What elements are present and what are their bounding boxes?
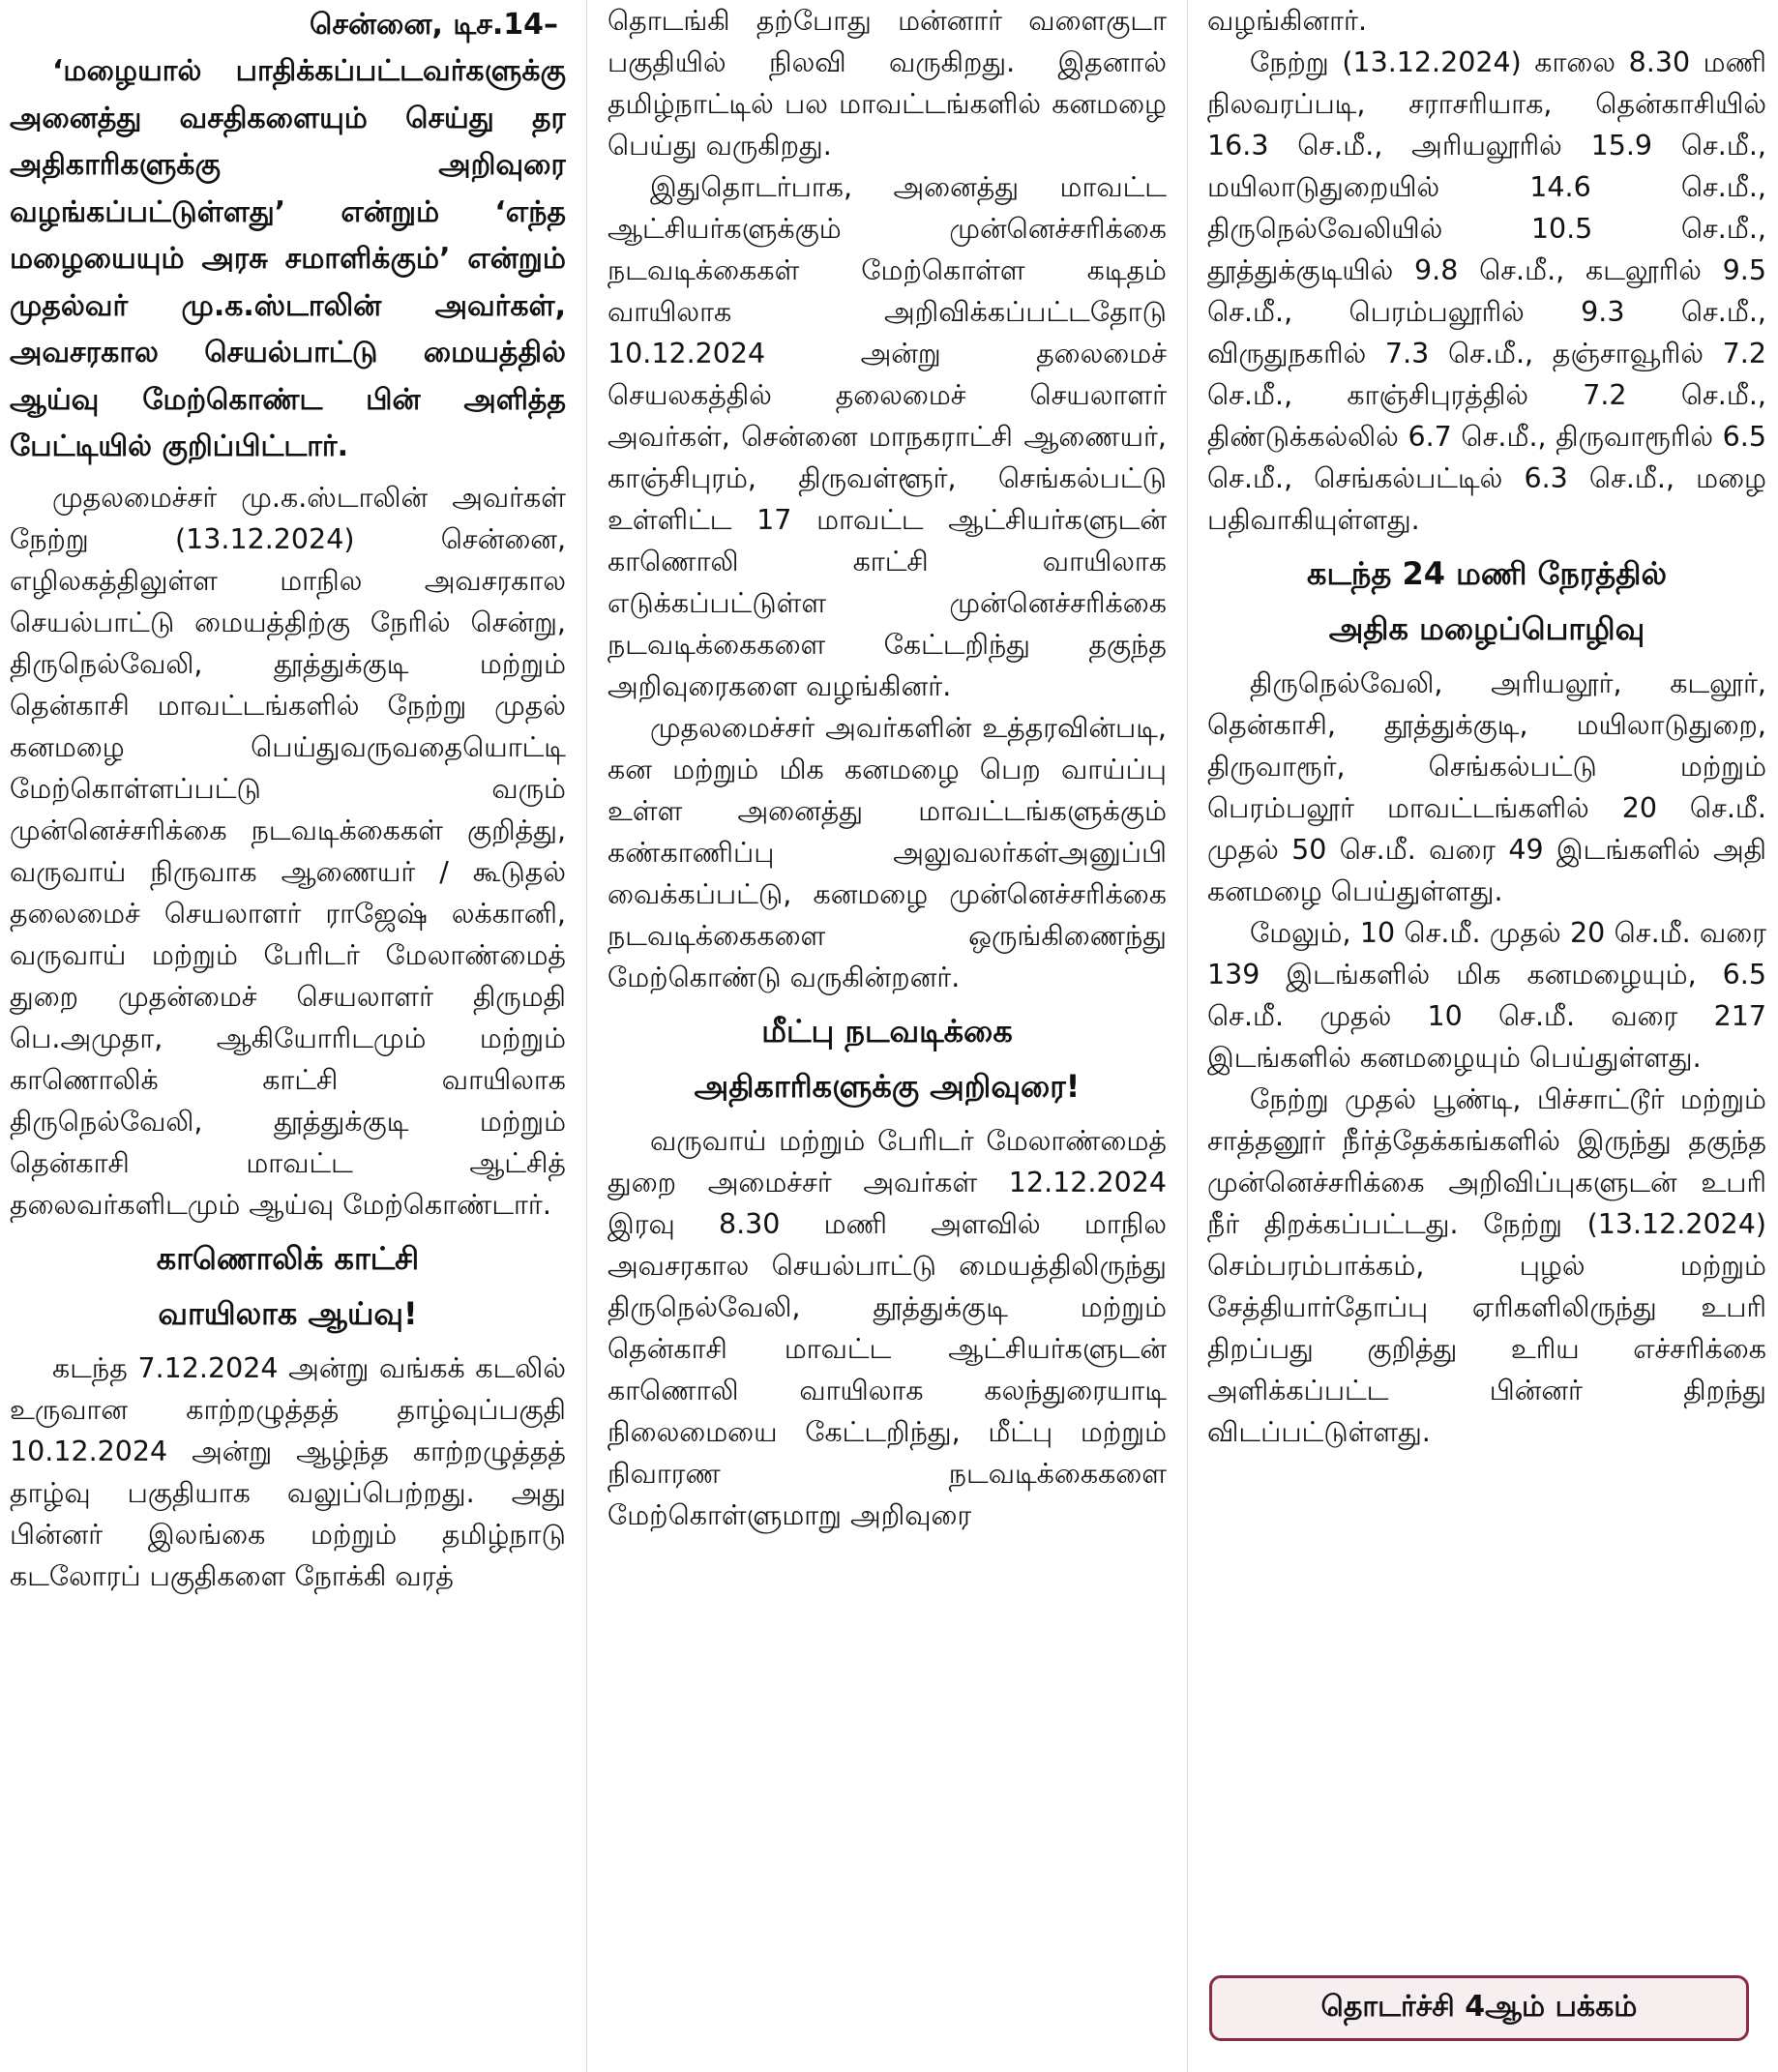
article-paragraph: முதலமைச்சர் மு.க.ஸ்டாலின் அவர்கள் நேற்று (13.12.2024) சென்னை, எழிலகத்திலுள்ள மாநில அவசரகால செயல்பாட்டு மையத்திற்கு நேரில் சென்று, திருநெல்வேலி, தூத்துக்குடி மற்றும் தென்காசி மாவட்டங்களில் நேற்று முதல் கனமழை பெய்துவருவதையொட்டி மேற்கொள்ளப்பட்டு வரும் முன்னெச்சரிக்கை நடவடிக்கைகள் குறித்து, வருவாய் நிருவாக ஆணையர் / கூடுதல் தலைமைச் செயலாளர் ராஜேஷ் லக்கானி, வருவாய் மற்றும் பேரிடர் மேலாண்மைத் துறை முதன்மைச் செயலாளர் திருமதி பெ.அமுதா, ஆகியோரிடமும் மற்றும் காணொலிக் காட்சி வாயிலாக திருநெல்வேலி, தூத்துக்குடி மற்றும் தென்காசி மாவட்ட ஆட்சித் தலைவர்களிடமும் ஆய்வு மேற்கொண்டார். — [10, 481, 566, 1221]
subheading-line: வாயிலாக ஆய்வு! — [158, 1294, 418, 1332]
column-3 — [1207, 0, 1766, 2072]
rainfall-paragraph: நேற்று (13.12.2024) காலை 8.30 மணி நிலவரப்படி, சராசரியாக, தென்காசியில் 16.3 செ.மீ., அரியலூரில் 15.9 செ.மீ., மயிலாடுதுறையில் 14.6 செ.மீ., திருநெல்வேலியில் 10.5 செ.மீ., தூத்துக்குடியில் 9.8 செ.மீ., கடலூரில் 9.5 செ.மீ., பெரம்பலூரில் 9.3 செ.மீ., விருதுநகரில் 7.3 செ.மீ., தஞ்சாவூரில் 7.2 செ.மீ., காஞ்சிபுரத்தில் 7.2 செ.மீ., திண்டுக்கல்லில் 6.7 செ.மீ., திருவாரூரில் 6.5 செ.மீ., செங்கல்பட்டில் 6.3 செ.மீ., மழை பதிவாகியுள்ளது. — [1207, 46, 1766, 536]
continued-on-page-4-box[interactable]: தொடர்ச்சி 4ஆம் பக்கம் — [1209, 1975, 1749, 2041]
article-paragraph: முதலமைச்சர் அவர்களின் உத்தரவின்படி, கன மற்றும் மிக கனமழை பெற வாய்ப்பு உள்ள அனைத்து மாவட்டங்களுக்கும் கண்காணிப்பு அலுவலர்கள்அனுப்பி வைக்கப்பட்டு, கனமழை முன்னெச்சரிக்கை நடவடிக்கைகளை ஒருங்கிணைந்து மேற்கொண்டு வருகின்றனர். — [607, 712, 1167, 993]
column-divider — [1187, 0, 1188, 2072]
dateline: சென்னை, டிச.14– — [309, 8, 558, 42]
article-paragraph: தொடங்கி தற்போது மன்னார் வளைகுடா பகுதியில் நிலவி வருகிறது. இதனால் தமிழ்நாட்டில் பல மாவட்டங்களில் கனமழை பெய்து வருகிறது. — [607, 5, 1167, 162]
article-paragraph: திருநெல்வேலி, அரியலூர், கடலூர், தென்காசி, தூத்துக்குடி, மயிலாடுதுறை, திருவாரூர், செங்கல்பட்டு மற்றும் பெரம்பலூர் மாவட்டங்களில் 20 செ.மீ. முதல் 50 செ.மீ. வரை 49 இடங்களில் அதி கனமழை பெய்துள்ளது. — [1207, 667, 1766, 907]
subheading-line: மீட்பு நடவடிக்கை — [761, 1013, 1013, 1050]
subheading-rescue-action — [607, 1004, 1167, 1114]
article-paragraph: கடந்த 7.12.2024 அன்று வங்கக் கடலில் உருவான காற்றழுத்தத் தாழ்வுப்பகுதி 10.12.2024 அன்று ஆழ்ந்த காற்றழுத்தத் தாழ்வு பகுதியாக வலுப்பெற்றது. அது பின்னர் இலங்கை மற்றும் தமிழ்நாடு கடலோரப் பகுதிகளை நோக்கி வரத் — [10, 1351, 566, 1592]
column-divider — [586, 0, 587, 2072]
subheading-line: அதிகாரிகளுக்கு அறிவுரை! — [694, 1068, 1081, 1105]
subheading-line: அதிக மழைப்பொழிவு — [1328, 610, 1645, 647]
column-1 — [10, 0, 566, 2072]
article-paragraph: வருவாய் மற்றும் பேரிடர் மேலாண்மைத் துறை அமைச்சர் அவர்கள் 12.12.2024 இரவு 8.30 மணி அளவில் மாநில அவசரகால செயல்பாட்டு மையத்திலிருந்து திருநெல்வேலி, தூத்துக்குடி மற்றும் தென்காசி மாவட்ட ஆட்சியர்களுடன் காணொலி வாயிலாக கலந்துரையாடி நிலைமையை கேட்டறிந்து, மீட்பு மற்றும் நிவாரண நடவடிக்கைகளை மேற்கொள்ளுமாறு அறிவுரை — [607, 1125, 1167, 1531]
subheading-heavy-rainfall — [1207, 547, 1766, 657]
article-paragraph: மேலும், 10 செ.மீ. முதல் 20 செ.மீ. வரை 139 இடங்களில் மிக கனமழையும், 6.5 செ.மீ. முதல் 10 செ.மீ. வரை 217 இடங்களில் கனமழையும் பெய்துள்ளது. — [1207, 917, 1766, 1074]
article-paragraph: வழங்கினார். — [1207, 5, 1368, 37]
article-paragraph: நேற்று முதல் பூண்டி, பிச்சாட்டூர் மற்றும் சாத்தனூர் நீர்த்தேக்கங்களில் இருந்து தகுந்த முன்னெச்சரிக்கை அறிவிப்புகளுடன் உபரி நீர் திறக்கப்பட்டது. நேற்று (13.12.2024) செம்பரம்பாக்கம், புழல் மற்றும் சேத்தியார்தோப்பு ஏரிகளிலிருந்து உபரி திறப்பது குறித்து உரிய எச்சரிக்கை அளிக்கப்பட்ட பின்னர் திறந்து விடப்பட்டுள்ளது. — [1207, 1083, 1766, 1448]
subheading-video-review — [10, 1231, 566, 1342]
subheading-line: கடந்த 24 மணி நேரத்தில் — [1306, 555, 1667, 592]
subheading-line: காணொலிக் காட்சி — [156, 1239, 420, 1277]
column-2 — [607, 0, 1167, 2072]
article-paragraph: இதுதொடர்பாக, அனைத்து மாவட்ட ஆட்சியர்களுக்கும் முன்னெச்சரிக்கை நடவடிக்கைகள் மேற்கொள்ள கடிதம் வாயிலாக அறிவிக்கப்பட்டதோடு 10.12.2024 அன்று தலைமைச் செயலகத்தில் தலைமைச் செயலாளர் அவர்கள், சென்னை மாநகராட்சி ஆணையர், காஞ்சிபுரம், திருவள்ளூர், செங்கல்பட்டு உள்ளிட்ட 17 மாவட்ட ஆட்சியர்களுடன் காணொலி காட்சி வாயிலாக எடுக்கப்பட்டுள்ள முன்னெச்சரிக்கை நடவடிக்கைகளை கேட்டறிந்து தகுந்த அறிவுரைகளை வழங்கினர். — [607, 171, 1167, 702]
lead-paragraph: ‘மழையால் பாதிக்கப்பட்டவர்களுக்கு அனைத்து வசதிகளையும் செய்து தர அதிகாரிகளுக்கு அறிவுரை வழங்கப்பட்டுள்ளது’ என்றும் ‘எந்த மழையையும் அரசு சமாளிக்கும்’ என்றும் முதல்வர் மு.க.ஸ்டாலின் அவர்கள், அவசரகால செயல்பாட்டு மையத்தில் ஆய்வு மேற்கொண்ட பின் அளித்த பேட்டியில் குறிப்பிட்டார். — [10, 54, 566, 463]
